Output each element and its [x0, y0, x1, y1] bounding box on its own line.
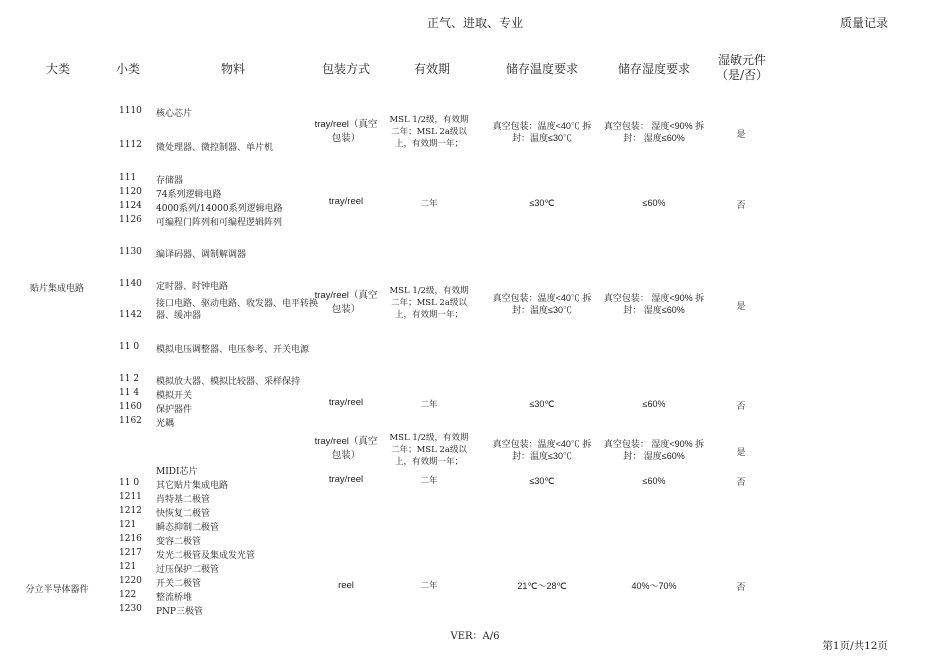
col-header-humidity: 储存湿度要求 — [617, 62, 690, 76]
item-code: 122 — [119, 590, 137, 600]
spec-validity: MSL 1/2级，有效期二年；MSL 2a级以上，有效期一年； — [389, 286, 469, 320]
category-discrete: 分立半导体器件 — [25, 585, 89, 595]
item-name: 模拟放大器、模拟比较器、采样保持 — [156, 377, 301, 387]
item-name: 存储器 — [156, 176, 184, 186]
spec-packaging: tray/reel — [328, 196, 364, 207]
item-code: 1212 — [119, 506, 142, 516]
spec-validity: 二年 — [420, 199, 438, 209]
spec-temperature: ≤30℃ — [529, 399, 555, 409]
spec-humidity: 40%～70% — [631, 581, 677, 591]
category-smd-ic: 贴片集成电路 — [29, 284, 84, 294]
item-code: 11 0 — [119, 478, 140, 488]
record-label: 质量记录 — [839, 16, 888, 30]
spec-humidity: 真空包装： 湿度<90% 拆封： 湿度≤60% — [603, 121, 705, 143]
spec-validity: MSL 1/2级，有效期二年；MSL 2a级以上，有效期一年； — [389, 115, 469, 149]
item-code: 121 — [119, 562, 137, 572]
item-code: 1110 — [119, 106, 142, 116]
item-name: 定时器、时钟电路 — [156, 282, 229, 292]
spec-packaging: tray/reel（真空包装） — [314, 290, 378, 315]
item-name: 4000系列/14000系列逻辑电路 — [156, 204, 283, 214]
spec-moisture-sensitive: 否 — [736, 478, 746, 488]
spec-packaging: tray/reel — [328, 397, 364, 408]
spec-humidity: ≤60% — [642, 476, 666, 486]
col-header-material: 物料 — [220, 62, 245, 76]
item-code: 1120 — [119, 187, 142, 197]
spec-humidity: 真空包装： 湿度<90% 拆封： 湿度≤60% — [603, 439, 705, 461]
spec-temperature: ≤30℃ — [529, 198, 555, 208]
item-name: 整流桥堆 — [156, 593, 193, 603]
spec-packaging: tray/reel（真空包装） — [314, 436, 378, 461]
spec-moisture-sensitive: 是 — [736, 130, 746, 140]
item-code: 1142 — [119, 310, 142, 320]
spec-validity: 二年 — [420, 581, 438, 591]
spec-temperature: 21℃～28℃ — [517, 581, 567, 591]
col-header-temp: 储存温度要求 — [505, 62, 578, 76]
item-code: 11 2 — [119, 374, 140, 384]
item-code: 1126 — [119, 215, 142, 225]
item-code: 1140 — [119, 279, 142, 289]
item-code: 1112 — [119, 140, 142, 150]
item-name: MIDI芯片 — [156, 467, 198, 477]
item-name: 开关二极管 — [156, 579, 202, 589]
item-name: 其它贴片集成电路 — [156, 481, 229, 491]
item-name: 保护器件 — [156, 405, 193, 415]
item-code: 1217 — [119, 548, 142, 558]
spec-moisture-sensitive: 否 — [736, 583, 746, 593]
item-name: 瞬态抑制二极管 — [156, 523, 220, 533]
spec-temperature: 真空包装：温度<40℃ 拆封：温度≤30℃ — [492, 439, 592, 461]
spec-humidity: ≤60% — [642, 399, 666, 409]
item-code: 111 — [119, 173, 137, 183]
item-code: 11 0 — [119, 342, 140, 352]
version-label: VER：A/6 — [450, 631, 500, 642]
spec-humidity: ≤60% — [642, 198, 666, 208]
item-name: 模拟电压调整器、电压参考、开关电源 — [156, 345, 310, 355]
spec-validity: MSL 1/2级，有效期二年；MSL 2a级以上，有效期一年； — [389, 433, 469, 467]
spec-packaging: tray/reel（真空包装） — [314, 119, 378, 144]
col-header-moisture-sensitive: 湿敏元件（是/否） — [715, 53, 769, 82]
item-name: 微处理器、微控制器、单片机 — [156, 143, 274, 153]
item-name: 光耦 — [156, 419, 175, 429]
spec-temperature: ≤30℃ — [529, 476, 555, 486]
item-name: 可编程门阵列和可编程逻辑阵列 — [156, 218, 283, 228]
page-number: 第1页/共12页 — [822, 640, 888, 652]
spec-moisture-sensitive: 是 — [736, 302, 746, 312]
item-code: 1162 — [119, 416, 142, 426]
item-name: 变容二极管 — [156, 537, 202, 547]
item-name: 模拟开关 — [156, 391, 193, 401]
spec-moisture-sensitive: 否 — [736, 402, 746, 412]
item-code: 1160 — [119, 402, 142, 412]
spec-packaging: tray/reel — [328, 474, 364, 485]
item-name: 过压保护二极管 — [156, 565, 220, 575]
spec-moisture-sensitive: 否 — [736, 201, 746, 211]
spec-validity: 二年 — [420, 476, 438, 486]
item-name: 核心芯片 — [156, 109, 193, 119]
item-name: 74系列逻辑电路 — [156, 190, 222, 200]
page-title: 正气、进取、专业 — [426, 16, 523, 30]
item-code: 1220 — [119, 576, 142, 586]
item-name: 接口电路、驱动电路、收发器、电平转换器、缓冲器 — [156, 299, 319, 321]
item-name: 快恢复二极管 — [156, 509, 211, 519]
item-code: 11 4 — [119, 388, 140, 398]
item-code: 121 — [119, 520, 137, 530]
col-header-packaging: 包装方式 — [321, 62, 370, 76]
item-code: 1124 — [119, 201, 142, 211]
spec-temperature: 真空包装：温度<40℃ 拆封：温度≤30℃ — [492, 293, 592, 315]
item-code: 1130 — [119, 247, 142, 257]
spec-moisture-sensitive: 是 — [736, 448, 746, 458]
spec-packaging: reel — [338, 580, 354, 591]
item-code: 1211 — [119, 492, 142, 502]
item-name: 编译码器、调制解调器 — [156, 250, 247, 260]
item-name: 肖特基二极管 — [156, 495, 211, 505]
spec-validity: 二年 — [420, 400, 438, 410]
item-code: 1216 — [119, 534, 142, 544]
item-code: 1230 — [119, 604, 142, 614]
col-header-validity: 有效期 — [413, 62, 450, 76]
col-header-subcategory: 小类 — [115, 62, 140, 76]
item-name: 发光二极管及集成发光管 — [156, 551, 256, 561]
col-header-category: 大类 — [45, 62, 70, 76]
spec-humidity: 真空包装： 湿度<90% 拆封： 湿度≤60% — [603, 293, 705, 315]
spec-temperature: 真空包装：温度<40℃ 拆封：温度≤30℃ — [492, 121, 592, 143]
item-name: PNP三极管 — [156, 607, 203, 617]
